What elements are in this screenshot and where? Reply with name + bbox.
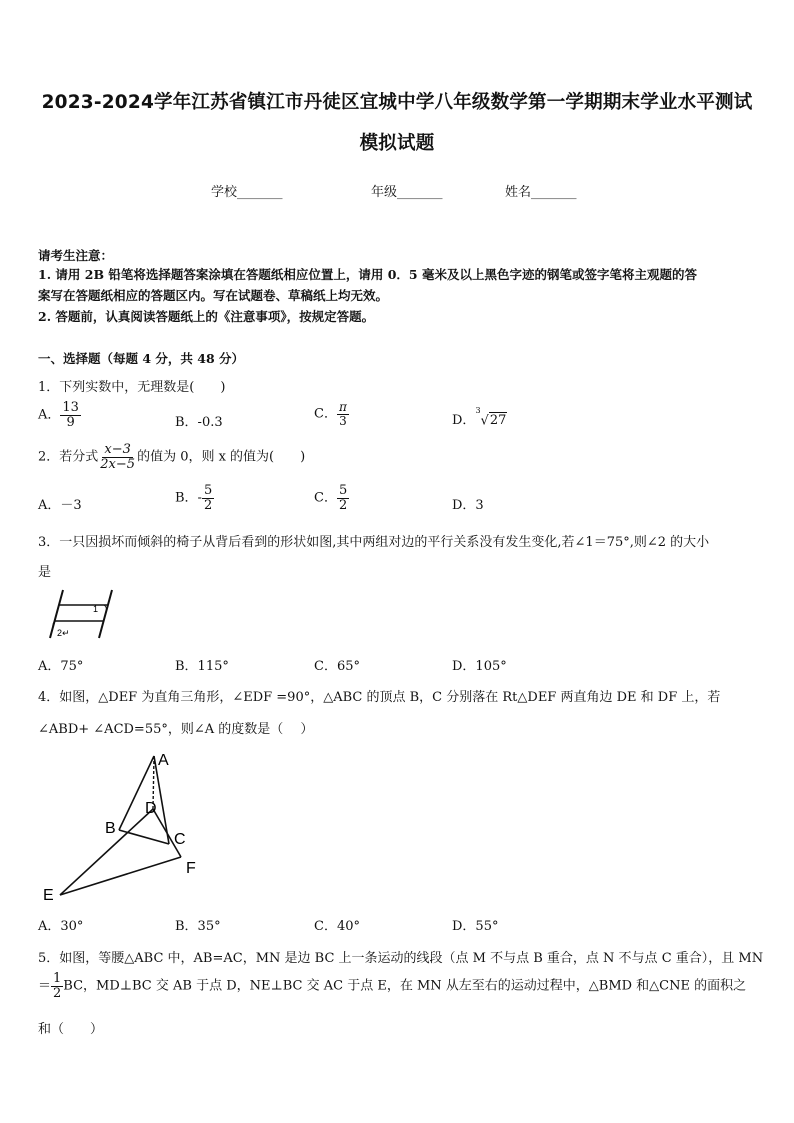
q1-stem: 1．下列实数中，无理数是( ) <box>38 380 226 395</box>
point-b-label: B <box>105 820 116 837</box>
angle-1-label: 1 <box>93 604 99 614</box>
page-subtitle: 模拟试题 <box>359 133 435 154</box>
point-a-label: A <box>158 752 169 769</box>
point-f-label: F <box>186 860 196 877</box>
q3-option-a: A．75° <box>38 659 84 674</box>
q2-option-b: B．- $\frac{5}{2}$ <box>175 483 213 513</box>
grade-field: 年级_______ <box>371 185 443 200</box>
q1-option-a: A． $\frac{13}{9}$ <box>38 400 79 430</box>
q4-option-d: D．55° <box>452 919 499 934</box>
q3-stem-cont: 是 <box>38 565 52 580</box>
q5-stem-end: 和（ ） <box>38 1022 104 1037</box>
q4-option-a: A．30° <box>38 919 84 934</box>
q5-stem: 5．如图，等腰△ABC 中，AB=AC，MN 是边 BC 上一条运动的线段（点 M 不与点 B 重合，点 N 不与点 C 重合），且 MN <box>38 951 764 966</box>
q3-stem: 3．一只因损坏而倾斜的椅子从背后看到的形状如图,其中两组对边的平行关系没有发生变化,若∠1＝75°,则∠2 的大小 <box>38 535 710 550</box>
q5-stem-cont: ＝ $\frac{1}{2}$ BC，MD⊥BC 交 AB 于点 D，NE⊥BC 交 AC 于点 E，在 MN 从左至右的运动过程中，△BMD 和△CNE 的面积之 <box>38 971 747 1001</box>
point-e-label: E <box>43 887 54 904</box>
q4-option-c: C．40° <box>314 919 360 934</box>
q1-option-c: C． $\frac{\pi}{3}$ <box>314 400 347 428</box>
q3-chair-figure <box>44 586 120 642</box>
name-field: 姓名_______ <box>505 185 577 200</box>
q4-option-b: B．35° <box>175 919 221 934</box>
q4-triangle-figure <box>38 746 208 906</box>
notice-item-1-cont: 案写在答题纸相应的答题区内。写在试题卷、草稿纸上均无效。 <box>38 288 389 303</box>
angle-1-arc <box>104 605 106 611</box>
angle-2-label: 2↵ <box>57 628 70 638</box>
school-field: 学校_______ <box>211 185 283 200</box>
notice-item-1: 1. 请用 2B 铅笔将选择题答案涂填在答题纸相应位置上，请用 0．5 毫米及以上黑色字迹的钢笔或签字笔将主观题的答 <box>38 267 697 282</box>
q2-option-a: A．－3 <box>38 498 82 513</box>
q2-option-c: C． $\frac{5}{2}$ <box>314 483 348 513</box>
q4-stem: 4．如图，△DEF 为直角三角形，∠EDF =90°，△ABC 的顶点 B，C 分别落在 Rt△DEF 两直角边 DE 和 DF 上，若 <box>38 690 721 705</box>
q3-option-b: B．115° <box>175 659 229 674</box>
q1-option-b: B．-0.3 <box>175 415 223 430</box>
q1-option-d: D．$^3$√27 <box>452 405 507 428</box>
q3-option-d: D．105° <box>452 659 507 674</box>
q2-stem: 2．若分式 $\frac{x-3}{2x-5}$ 的值为 0，则 x 的值为( ) <box>38 442 306 472</box>
section-heading: 一、选择题（每题 4 分，共 48 分） <box>38 351 245 366</box>
q2-option-d: D．3 <box>452 498 484 513</box>
point-c-label: C <box>174 831 186 848</box>
notice-item-2: 2. 答题前，认真阅读答题纸上的《注意事项》，按规定答题。 <box>38 309 375 324</box>
q3-option-c: C．65° <box>314 659 360 674</box>
page-title: 2023-2024学年江苏省镇江市丹徒区宜城中学八年级数学第一学期期末学业水平测试 <box>41 92 753 113</box>
notice-heading: 请考生注意： <box>38 248 114 263</box>
point-d-label: D <box>145 800 157 817</box>
q4-stem-cont: ∠ABD+ ∠ACD=55°，则∠A 的度数是（ ） <box>38 722 314 737</box>
